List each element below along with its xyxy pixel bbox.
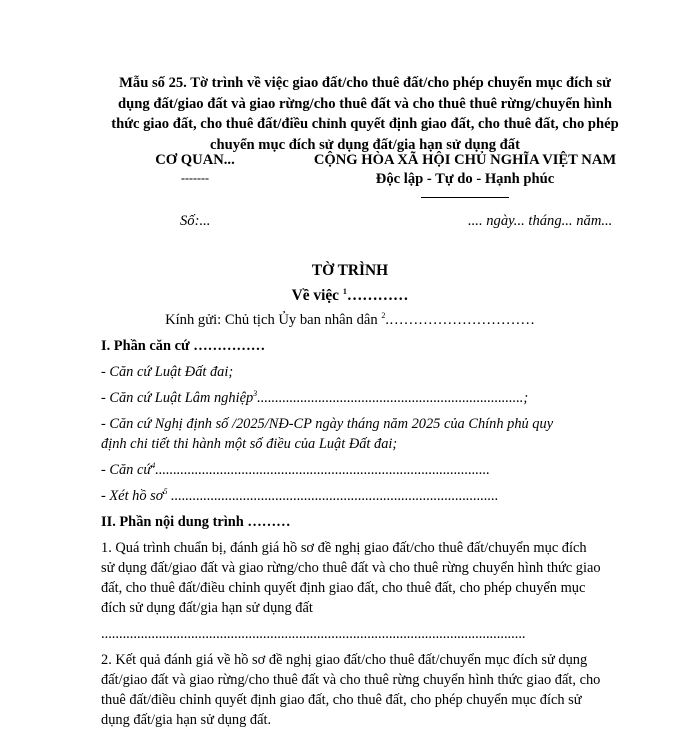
- recipient-prefix: Kính gửi: Chủ tịch Ủy ban nhân dân: [165, 312, 382, 328]
- basis-line: - Căn cứ Nghị định số /2025/NĐ-CP ngày tháng năm 2025 của Chính phủ quy: [101, 416, 554, 432]
- basis-text: - Căn cứ Luật Lâm nghiệp: [101, 390, 254, 406]
- nation-title: CỘNG HÒA XÃ HỘI CHỦ NGHĨA VIỆT NAM: [313, 152, 617, 168]
- para2-line: 2. Kết quả đánh giá về hồ sơ đề nghị giao đất/cho thuê đất/chuyển mục đích sử dụng: [101, 652, 588, 668]
- form-title: [100, 73, 630, 155]
- doc-title: TỜ TRÌNH: [311, 262, 389, 279]
- document-number: Số:...: [180, 213, 211, 229]
- doc-subject: [0, 287, 700, 305]
- form-title-line: thức giao đất, cho thuê đất/điều chỉnh quyết định giao đất, cho thuê đất, cho phép: [111, 116, 619, 132]
- basis-line: [101, 486, 631, 506]
- section1-heading: I. Phần căn cứ ……………: [101, 338, 266, 354]
- form-title-line: Mẫu số 25. Tờ trình về việc giao đất/cho thuê đất/cho phép chuyển mục đích sử: [119, 75, 611, 91]
- nation-block: [290, 151, 640, 198]
- agency-name: CƠ QUAN...: [155, 152, 235, 168]
- footnote-ref: 1: [342, 286, 347, 296]
- motto: Độc lập - Tự do - Hạnh phúc: [375, 171, 555, 187]
- para2-line: đất/giao đất và giao rừng/cho thuê đất và cho thuê rừng chuyển hình thức giao đất, cho: [101, 672, 601, 688]
- basis-tail: .............................................................................................: [155, 462, 490, 478]
- basis-line: định chi tiết thi hành một số điều của Luật Đất đai;: [101, 436, 398, 452]
- basis-text: - Căn cứ: [101, 462, 152, 478]
- motto-underline: [421, 197, 509, 198]
- agency-dash: -------: [181, 171, 209, 185]
- basis-line: - Căn cứ Luật Đất đai;: [101, 364, 234, 380]
- subject-prefix: Về việc: [291, 287, 343, 304]
- basis-tail: ...........................................................................................: [167, 488, 499, 504]
- recipient-suffix: .…………………………: [385, 312, 535, 328]
- document-body: [101, 336, 631, 730]
- para1-line: đích sử dụng đất/gia hạn sử dụng đất: [101, 600, 313, 616]
- basis-line: [101, 460, 631, 480]
- dots-line: ......................................................................................................................: [101, 626, 526, 642]
- basis-line: [101, 388, 631, 408]
- document-date: .... ngày... tháng... năm...: [468, 213, 613, 229]
- basis-text: - Xét hồ sơ: [101, 488, 164, 504]
- footnote-ref: 4: [151, 461, 156, 471]
- para1-line: đất, cho thuê đất/điều chỉnh quyết định giao đất, cho thuê đất, cho phép chuyển mục: [101, 580, 586, 596]
- form-title-line: dụng đất/giao đất và giao rừng/cho thuê đất và cho thuê thuê rừng/chuyển hình: [118, 95, 612, 112]
- footnote-ref: 3: [253, 389, 258, 399]
- footnote-ref: 2: [381, 311, 386, 321]
- section2-heading: II. Phần nội dung trình ………: [101, 514, 291, 530]
- basis-tail: ..........................................................................;: [257, 390, 529, 406]
- para2-line: thuê đất/điều chỉnh quyết định giao đất, cho thuê đất, cho phép chuyển mục đích sử: [101, 692, 582, 708]
- subject-suffix: …………: [346, 287, 409, 304]
- agency-block: [140, 151, 250, 186]
- para2-line: dụng đất/gia hạn sử dụng đất.: [101, 712, 272, 728]
- form-title-line: chuyển mục đích sử dụng đất/gia hạn sử dụng đất: [210, 136, 520, 153]
- para1-line: sử dụng đất/giao đất và giao rừng/cho thuê đất và cho thuê rừng chuyển hình thức giao: [101, 560, 601, 576]
- footnote-ref: 5: [163, 487, 168, 497]
- recipient-line: [0, 312, 700, 329]
- para1-line: 1. Quá trình chuẩn bị, đánh giá hồ sơ đề nghị giao đất/cho thuê đất/chuyển mục đích: [101, 540, 587, 556]
